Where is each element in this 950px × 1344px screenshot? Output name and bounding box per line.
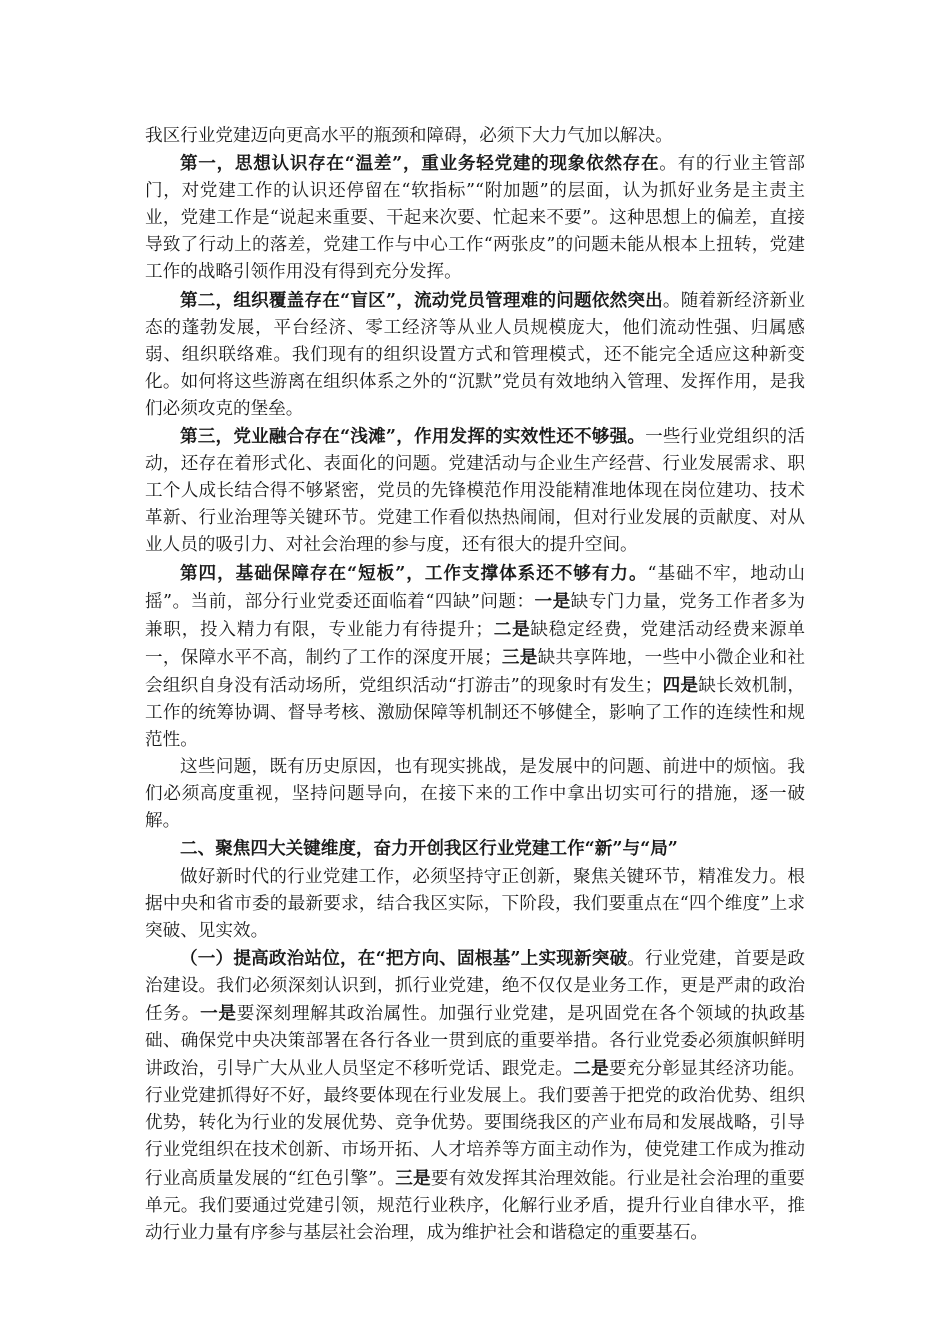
text-run: 这些问题，既有历史原因，也有现实挑战，是发展中的问题、前进中的烦恼。我们必须高度重视，坚持问题导向，在接下来的工作中拿出切实可行的措施，逐一破解。 [145,757,805,832]
bold-text-run: 二、聚焦四大关键维度，奋力开创我区行业党建工作“新”与“局” [180,838,678,860]
text-run: “基础不牢，地动山摇”。当前，部分行业党委还面临着“四缺”问题： [145,563,805,612]
bold-text-run: 二是 [492,618,531,640]
bold-text-run: 第一，思想认识存在“温差”，重业务轻党建的现象依然存在 [180,153,660,175]
text-run: 做好新时代的行业党建工作，必须坚持守正创新，聚焦关键环节，精准发力。根据中央和省市委的最新要求，结合我区实际，下阶段，我们要重点在“四个维度”上求突破、见实效。 [145,866,805,941]
bold-text-run: 第三，党业融合存在“浅滩”，作用发挥的实效性还不够强。 [180,426,646,448]
paragraph [145,835,805,863]
paragraph [145,287,805,423]
text-run: 要深刻理解其政治属性。加强行业党建，是巩固党在各个领域的执政基础、确保党中央决策部署在各行各业一贯到底的重要举措。各行业党委必须旗帜鲜明讲政治，引导广大从业人员坚定不移听党话、跟党走。 [145,1004,805,1080]
bold-text-run: 一是 [534,590,571,612]
bold-text-run: 第四，基础保障存在“短板”，工作支撑体系还不够有力。 [180,562,648,584]
text-run: 缺专门力量，党务工作者多为兼职，投入精力有限，专业能力有待提升； [145,591,805,640]
bold-text-run: 四是 [662,674,699,696]
paragraph [145,945,805,1247]
paragraph [145,150,805,286]
text-run: 。行业党建，首要是政治建设。我们必须深刻认识到，抓行业党建，绝不仅仅是业务工作，更是严肃的政治任务。 [145,948,805,1024]
text-run: 一些行业党组织的活动，还存在着形式化、表面化的问题。党建活动与企业生产经营、行业发展需求、职工个人成长结合得不够紧密，党员的先锋模范作用没能精准地体现在岗位建功、技术革新、行业治理等关键环节。党建工作看似热热闹闹，但对行业发展的贡献度、对从业人员的吸引力、对社会治理的参与度，还有很大的提升空间。 [145,427,805,556]
text-run: 要有效发挥其治理效能。行业是社会治理的重要单元。我们要通过党建引领，规范行业秩序，化解行业矛盾，提升行业自律水平，推动行业力量有序参与基层社会治理，成为维护社会和谐稳定的重要基石。 [145,1168,805,1243]
text-run: 缺稳定经费，党建活动经费来源单一，保障水平不高，制约了工作的深度开展； [145,619,805,668]
paragraph [145,754,805,835]
text-run: 要充分彰显其经济功能。行业党建抓得好不好，最终要体现在行业发展上。我们要善于把党的政治优势、组织优势，转化为行业的发展优势、竞争优势。要围绕我区的产业布局和发展战略，引导行业党组织在技术创新、市场开拓、人才培养等方面主动作为，使党建工作成为推动行业高质量发展的“红色引擎”。 [145,1059,805,1189]
paragraph [145,123,805,150]
text-run: 缺长效机制，工作的统筹协调、督导考核、激励保障等机制还不够健全，影响了工作的连续性和规范性。 [145,675,805,751]
bold-text-run: 二是 [573,1058,609,1080]
document-page [145,123,805,1247]
bold-text-run: （一）提高政治站位，在“把方向、固根基”上实现新突破 [180,947,628,969]
paragraph [145,423,805,559]
bold-text-run: 三是 [395,1167,431,1189]
text-run: 缺共享阵地，一些中小微企业和社会组织自身没有活动场所，党组织活动“打游击”的现象时有发生； [145,647,805,696]
bold-text-run: 三是 [501,646,538,668]
paragraph [145,864,805,945]
text-run: 我区行业党建迈向更高水平的瓶颈和障碍，必须下大力气加以解决。 [145,126,673,146]
text-run: 。有的行业主管部门，对党建工作的认识还停留在“软指标”“附加题”的层面，认为抓好业务是主责主业，党建工作是“说起来重要、干起来次要、忙起来不要”。这种思想上的偏差，直接导致了行动上的落差，党建工作与中心工作“两张皮”的问题未能从根本上扭转，党建工作的战略引领作用没有得到充分发挥。 [145,154,805,283]
text-run: 。随着新经济新业态的蓬勃发展，平台经济、零工经济等从业人员规模庞大，他们流动性强、归属感弱、组织联络难。我们现有的组织设置方式和管理模式，还不能完全适应这种新变化。如何将这些游离在组织体系之外的“沉默”党员有效地纳入管理、发挥作用，是我们必须攻克的堡垒。 [145,290,805,419]
bold-text-run: 第二，组织覆盖存在“盲区”，流动党员管理难的问题依然突出 [180,289,663,311]
bold-text-run: 一是 [200,1003,237,1024]
paragraph [145,560,805,755]
